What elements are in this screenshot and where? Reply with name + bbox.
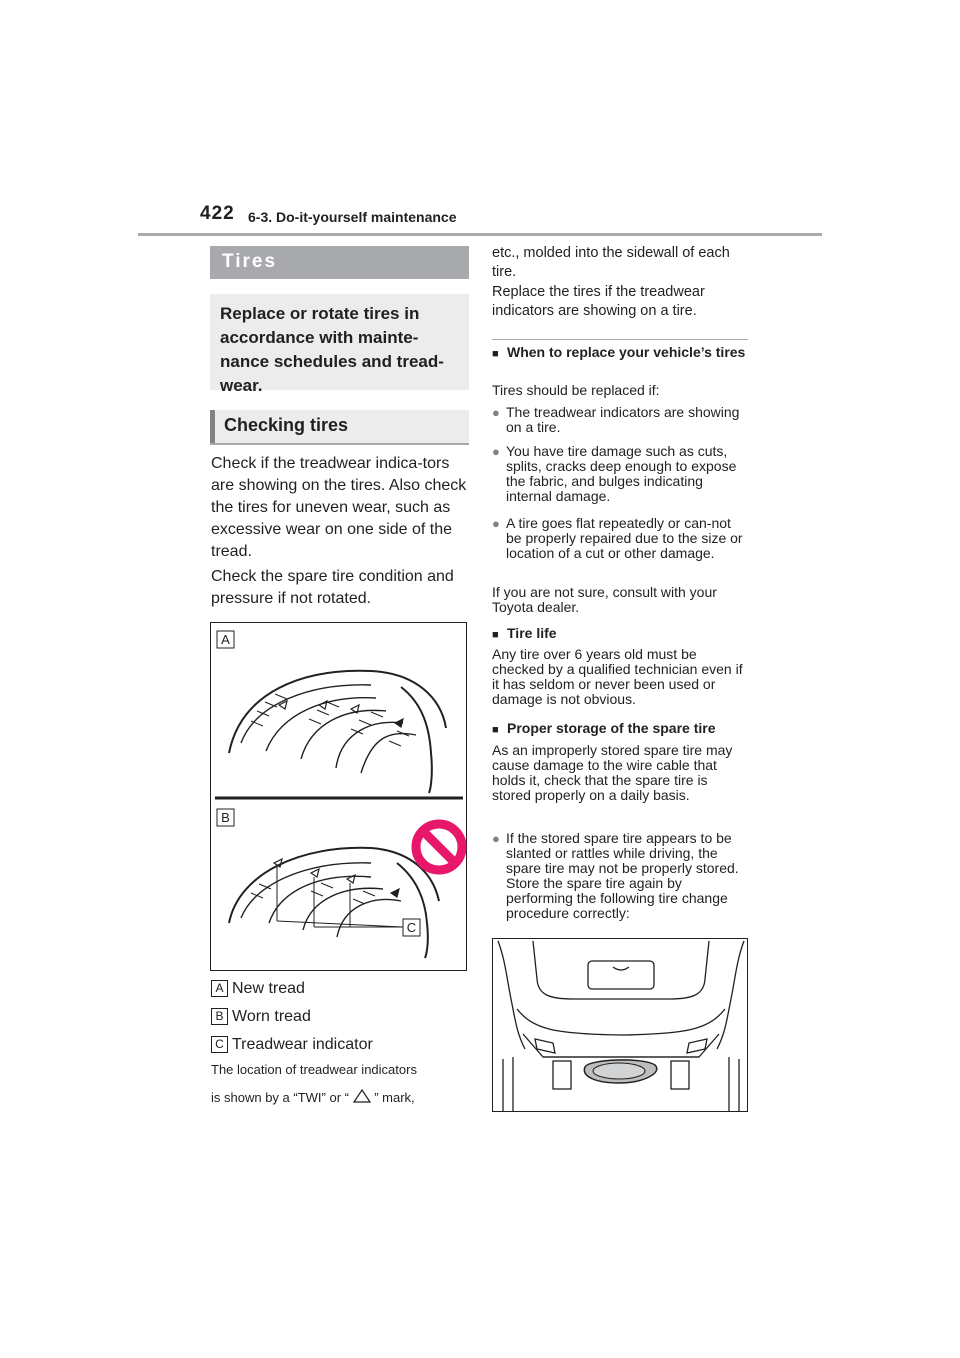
checking-paragraph-1: Check if the treadwear indica-tors are showing on the tires. Also check the tires for uneven wear, such as excessive wear on one side of the tread. [211,455,467,560]
figure-label-a: A [221,632,230,647]
square-bullet-icon: ■ [492,348,499,360]
vehicle-rear-figure [492,938,748,1112]
square-bullet-icon: ■ [492,724,499,736]
when-bullet-3-text: A tire goes flat repeatedly or can-not be properly repaired due to the size or location of a cut or other damage. [506,515,743,561]
summary-text: Replace or rotate tires in accordance with mainte-nance schedules and tread-wear. [220,304,444,395]
storage-bullet-text: If the stored spare tire appears to be slanted or rattles while driving, the spare tire may not be properly stored. Store the spare tire again by performing the following tire change procedure correctly: [506,830,739,921]
bullet-dot-icon: ● [492,831,500,846]
legend-key-c: C [211,1036,228,1053]
when-bullet-2-text: You have tire damage such as cuts, splits, cracks deep enough to expose the fabric, and bulges indicating internal damage. [506,443,737,504]
sidewall-text: etc., molded into the sidewall of each tire. [492,245,730,280]
square-bullet-icon: ■ [492,629,499,641]
spare-storage-text: As an improperly stored spare tire may cause damage to the wire cable that holds it, check that the spare tire is stored properly on a daily basis. [492,742,733,803]
tire-life-title: Tire life [507,625,557,641]
section-title: 6-3. Do-it-yourself maintenance [248,209,457,225]
tires-title-band [210,246,469,279]
triangle-mark-icon [353,1089,371,1103]
when-to-replace-heading [492,345,748,360]
legend-text-b: Worn tread [232,1008,311,1025]
when-bullet-1 [492,405,748,435]
tire-life-heading [492,626,748,641]
checking-tires-heading [210,410,469,445]
right-divider [492,339,748,340]
twi-note-line2-end: ” mark, [374,1090,415,1105]
legend-key-a: A [211,980,228,997]
summary-box [210,294,469,395]
legend-text-a: New tread [232,980,305,997]
legend-text-c: Treadwear indicator [232,1036,373,1053]
twi-note-line1: The location of treadwear indicators [211,1062,417,1077]
page-number: 422 [200,203,235,224]
figure-label-c: C [406,920,417,935]
twi-note [211,1056,476,1112]
bullet-dot-icon: ● [492,444,500,459]
when-bullet-1-text: The treadwear indicators are showing on a tire. [506,404,740,435]
when-to-replace-title: When to replace your vehicle’s tires [507,344,746,360]
tread-illustration [211,623,468,972]
tread-figure [210,622,467,971]
when-outro: If you are not sure, consult with your Toyota dealer. [492,584,717,615]
storage-bullet [492,831,748,921]
when-bullet-3 [492,516,748,561]
tire-life-text: Any tire over 6 years old must be checked by a qualified technician even if it has seldom or never been used or damage is not obvious. [492,646,743,707]
tires-title: Tires [222,251,278,272]
checking-paragraph-2: Check the spare tire condition and pressure if not rotated. [211,568,454,607]
bullet-dot-icon: ● [492,405,500,420]
legend-key-b: B [211,1008,228,1025]
vehicle-rear-illustration [493,939,748,1112]
spare-storage-heading [492,721,748,736]
twi-note-line2-start: is shown by a “TWI” or “ [211,1090,349,1105]
header-rule [138,233,822,236]
when-intro: Tires should be replaced if: [492,382,660,398]
checking-tires-title: Checking tires [224,415,349,435]
replace-text: Replace the tires if the treadwear indicators are showing on a tire. [492,284,705,319]
when-bullet-2 [492,444,748,504]
bullet-dot-icon: ● [492,516,500,531]
spare-storage-title: Proper storage of the spare tire [507,720,716,736]
figure-label-b: B [221,810,230,825]
